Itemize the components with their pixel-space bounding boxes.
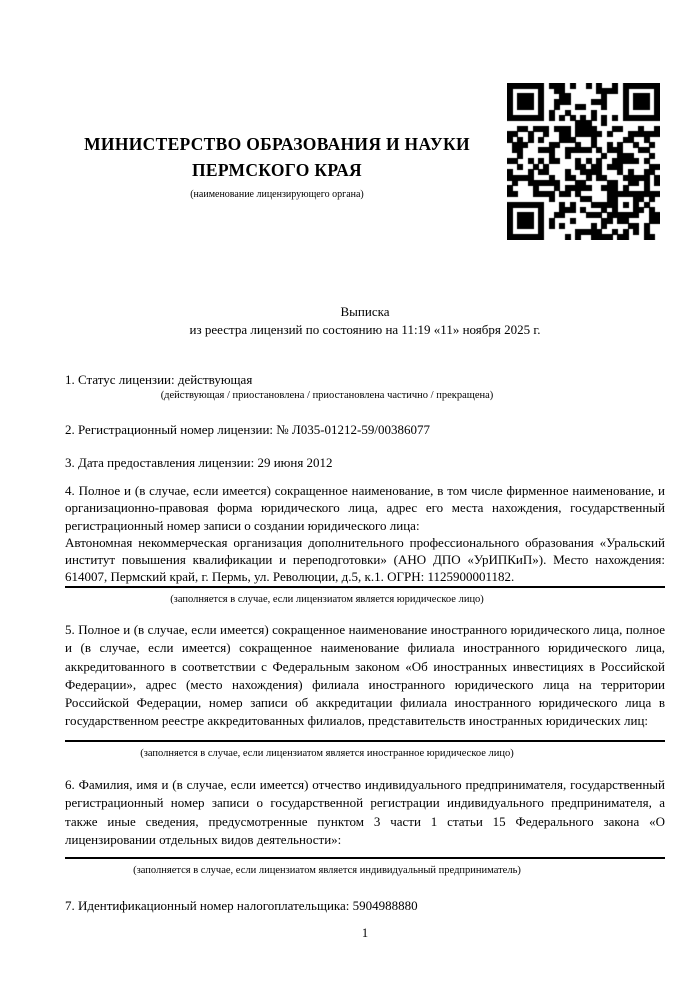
- field-license-status: 1. Статус лицензии: действующая: [65, 372, 253, 387]
- field-individual-entrepreneur-caption: (заполняется в случае, если лицензиатом является индивидуальный предприниматель): [133, 865, 521, 876]
- field-inn: 7. Идентификационный номер налогоплательщика: 5904988880: [65, 898, 418, 913]
- field-foreign-entity-caption: (заполняется в случае, если лицензиатом является иностранное юридическое лицо): [140, 748, 514, 759]
- field-individual-entrepreneur-rule: [65, 857, 665, 859]
- licensing-authority-caption: (наименование лицензирующего органа): [190, 189, 364, 200]
- page-number: 1: [361, 926, 369, 940]
- document-title-line1: Выписка: [340, 304, 390, 319]
- document-title-line2: из реестра лицензий по состоянию на 11:19 «11» ноября 2025 г.: [189, 321, 541, 337]
- ministry-name-line1: МИНИСТЕРСТВО ОБРАЗОВАНИЯ И НАУКИ: [84, 134, 470, 154]
- field-foreign-entity: 5. Полное и (в случае, если имеется) сокращенное наименование иностранного юридического лица, полное и (в случае, если имеется) сокращенное наименование филиала иностранного юридического лица, аккредитованного в соответствии с Федеральным законом «Об иностранных инвестициях в Российской Федерации», адрес (место нахождения) филиала иностранного юридического лица на территории Российской Федерации, номер записи об аккредитации филиала иностранного юридического лица в государственном реестре аккредитованных филиалов, представительств иностранных юридических лиц:: [65, 622, 665, 729]
- field-foreign-entity-rule: [65, 740, 665, 742]
- field-legal-entity-value: Автономная некоммерческая организация дополнительного профессионального образования «Уральский институт повышения квалификации и переподготовки» (АНО ДПО «УрИПКиП»). Место нахождения: 614007, Пермский край, г. Пермь, ул. Революции, д.5, к.1. ОГРН: 1125900001182.: [65, 534, 665, 585]
- ministry-name: [65, 131, 489, 183]
- field-legal-entity: [65, 482, 665, 586]
- field-individual-entrepreneur: 6. Фамилия, имя и (в случае, если имеется) отчество индивидуального предпринимателя, государственный регистрационный номер записи о государственной регистрации индивидуального предпринимателя, а также иные сведения, предусмотренные пунктом 3 части 1 статьи 15 Федерального закона «О лицензировании отдельных видов деятельности»:: [65, 777, 665, 847]
- qr-code: [507, 83, 660, 240]
- header: [65, 131, 489, 200]
- field-registration-number: 2. Регистрационный номер лицензии: № Л035-01212-59/00386077: [65, 422, 431, 437]
- field-license-status-caption: (действующая / приостановлена / приостановлена частично / прекращена): [160, 390, 494, 401]
- document-title: [65, 303, 665, 338]
- field-legal-entity-caption: (заполняется в случае, если лицензиатом является юридическое лицо): [170, 594, 484, 605]
- field-legal-entity-rule: [65, 586, 665, 588]
- field-legal-entity-statement: 4. Полное и (в случае, если имеется) сокращенное наименование, в том числе фирменное наименование, и организационно-правовая форма юридического лица, адрес его места нахождения, государственный регистрационный номер записи о создании юридического лица:: [65, 483, 665, 533]
- field-grant-date: 3. Дата предоставления лицензии: 29 июня 2012: [65, 455, 333, 470]
- ministry-name-line2: ПЕРМСКОГО КРАЯ: [192, 160, 362, 180]
